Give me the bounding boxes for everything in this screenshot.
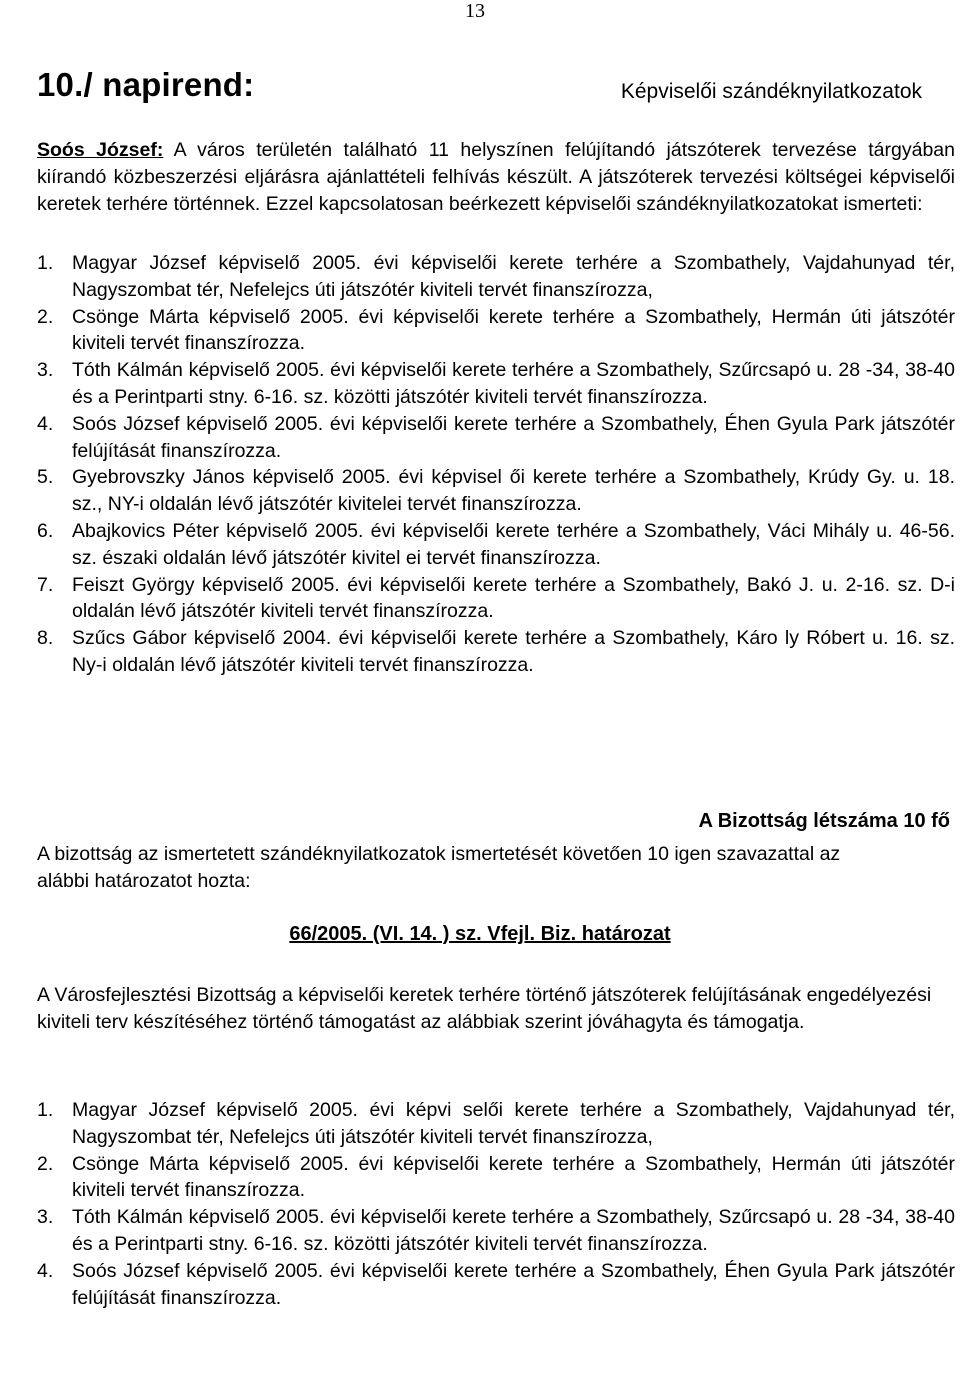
resolution-title <box>0 923 960 946</box>
speaker-name: Soós József: <box>37 139 164 161</box>
list-item <box>37 464 955 518</box>
list-item <box>37 1258 955 1312</box>
list-item-text: Abajkovics Péter képviselő 2005. évi képviselői kerete terhére a Szombathely, Váci Mihály u. 46-56. sz. északi oldalán lévő játszótér kivitel ei tervét finanszírozza. <box>72 519 955 569</box>
proposal-list <box>37 250 955 679</box>
resolution-title-text: 66/2005. (VI. 14. ) sz. Vfejl. Biz. határozat <box>289 923 671 945</box>
list-item-number: 2. <box>37 1152 54 1175</box>
list-item <box>37 250 955 304</box>
committee-count: A Bizottság létszáma 10 fő <box>698 810 950 832</box>
list-item <box>37 1097 955 1151</box>
approved-list <box>37 1097 955 1311</box>
list-item-text: Csönge Márta képviselő 2005. évi képviselői kerete terhére a Szombathely, Hermán úti játszótér kiviteli tervét finanszírozza. <box>72 305 955 355</box>
list-item <box>37 1151 955 1205</box>
list-item-number: 4. <box>37 412 54 435</box>
list-item <box>37 357 955 411</box>
list-item-text: Soós József képviselő 2005. évi képviselői kerete terhére a Szombathely, Éhen Gyula Park játszótér felújítását finanszírozza. <box>72 412 955 462</box>
list-item <box>37 304 955 358</box>
page-number: 13 <box>465 0 485 22</box>
list-item-text: Gyebrovszky János képviselő 2005. évi képvisel ői kerete terhére a Szombathely, Krúdy Gy. u. 18. sz., NY-i oldalán lévő játszótér kivitelei tervét finanszírozza. <box>72 466 955 516</box>
resolution-paragraph: A Városfejlesztési Bizottság a képviselői keretek terhére történő játszóterek felújításának engedélyezési kiviteli terv készítéséhez történő támogatást az alábbiak szerint jóváhagyta és támogatja. <box>37 984 932 1033</box>
list-item-number: 6. <box>37 519 54 542</box>
list-item-number: 7. <box>37 573 54 596</box>
list-item-number: 2. <box>37 305 54 328</box>
list-item-number: 3. <box>37 359 54 382</box>
list-item-text: Magyar József képviselő 2005. évi képviselői kerete terhére a Szombathely, Vajdahunyad tér, Nagyszombat tér, Nefelejcs úti játszótér kiviteli tervét finanszírozza, <box>72 252 955 301</box>
list-item-number: 1. <box>37 1099 54 1121</box>
list-item-number: 1. <box>37 252 54 274</box>
list-item-number: 3. <box>37 1206 54 1229</box>
list-item-text: Csönge Márta képviselő 2005. évi képviselői kerete terhére a Szombathely, Hermán úti játszótér kiviteli tervét finanszírozza. <box>72 1152 955 1202</box>
list-item-text: Tóth Kálmán képviselő 2005. évi képviselői kerete terhére a Szombathely, Szűrcsapó u. 28 -34, 38-40 és a Perintparti stny. 6-16. sz. közötti játszótér kiviteli tervét finanszírozza. <box>72 359 955 408</box>
agenda-subject: Képviselői szándéknyilatkozatok <box>620 80 922 103</box>
intro-text: A város területén található 11 helyszínen felújítandó játszóterek tervezése tárgyában kiírandó közbeszerzési eljárásra ajánlattételi felhívás készült. A játszóterek tervezési költségei képviselői keretek terhére történnek. Ezzel kapcsolatosan beérkezett képviselői szándéknyilatkozatokat ismerteti: <box>37 139 955 215</box>
list-item-number: 5. <box>37 466 54 489</box>
agenda-heading: 10./ napirend: <box>37 66 255 103</box>
list-item-number: 8. <box>37 627 54 650</box>
list-item-text: Tóth Kálmán képviselő 2005. évi képviselői kerete terhére a Szombathely, Szűrcsapó u. 28 -34, 38-40 és a Perintparti stny. 6-16. sz. közötti játszótér kiviteli tervét finanszírozza. <box>72 1206 955 1255</box>
list-item-text: Magyar József képviselő 2005. évi képvi selői kerete terhére a Szombathely, Vajdahunyad tér, Nagyszombat tér, Nefelejcs úti játszótér kiviteli tervét finanszírozza, <box>72 1099 955 1148</box>
list-item-text: Soós József képviselő 2005. évi képviselői kerete terhére a Szombathely, Éhen Gyula Park játszótér felújítását finanszírozza. <box>72 1259 955 1309</box>
list-item <box>37 411 955 465</box>
list-item-text: Szűcs Gábor képviselő 2004. évi képviselői kerete terhére a Szombathely, Káro ly Róbert u. 16. sz. Ny-i oldalán lévő játszótér kiviteli tervét finanszírozza. <box>72 627 955 676</box>
list-item-number: 4. <box>37 1259 54 1282</box>
list-item <box>37 572 955 626</box>
list-item <box>37 518 955 572</box>
list-item <box>37 1204 955 1258</box>
vote-paragraph: A bizottság az ismertetett szándéknyilatkozatok ismertetését követően 10 igen szavazattal az alábbi határozatot hozta: <box>37 843 841 892</box>
intro-paragraph <box>37 137 955 217</box>
list-item-text: Feiszt György képviselő 2005. évi képviselői kerete terhére a Szombathely, Bakó J. u. 2-16. sz. D-i oldalán lévő játszótér kiviteli tervét finanszírozza. <box>72 573 955 623</box>
list-item <box>37 625 955 679</box>
